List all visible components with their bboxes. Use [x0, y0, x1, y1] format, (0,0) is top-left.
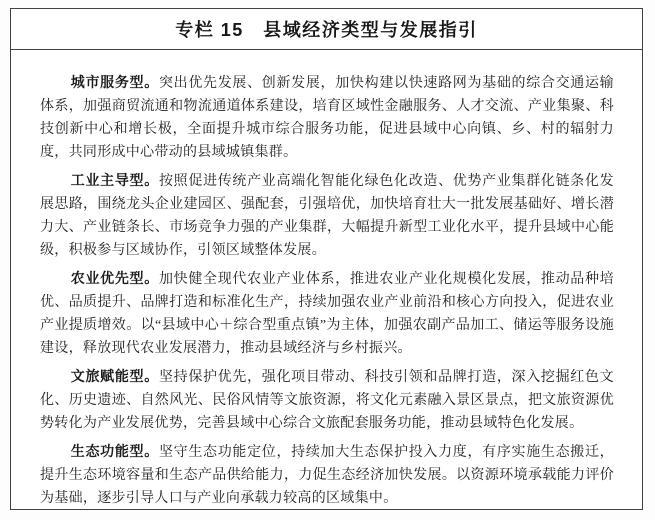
paragraph-text: 按照促进传统产业高端化智能化绿色化改造、优势产业集群化链条化发展思路，围绕龙头企业建园区、强配套，引强培优，加快培育壮大一批发展基础好、增长潜力大、产业链条长、市场竞争力强的产业集群，大幅提升新型工业化水平，提升县域中心能级，积极参与区域协作，引领区域整体发展。 [40, 174, 614, 258]
paragraph-text: 加快健全现代农业产业体系，推进农业产业化规模化发展，推动品种培优、品质提升、品牌打造和标准化生产，持续加强农业产业前沿和核心方向投入，促进农业产业提质增效。以“县域中心＋综合型重点镇”为主体，加强农副产品加工、储运等服务设施建设，释放现代农业发展潜力，推动县域经济与乡村振兴。 [40, 272, 614, 356]
paragraph-text: 坚持保护优先，强化项目带动、科技引领和品牌打造，深入挖掘红色文化、历史遗迹、自然风光、民俗风情等文旅资源，将文化元素融入景区景点，把文旅资源优势转化为产业发展优势，完善县域中心综合文旅配套服务功能，推动县域特色化发展。 [40, 370, 614, 431]
callout-box [10, 8, 643, 510]
paragraph-lead: 文旅赋能型。 [70, 370, 159, 385]
paragraph-lead: 农业优先型。 [70, 272, 159, 287]
paragraph [40, 72, 614, 164]
paragraph-lead: 生态功能型。 [70, 445, 159, 460]
paragraph-lead: 工业主导型。 [70, 174, 159, 189]
paragraph-lead: 城市服务型。 [70, 76, 159, 91]
paragraph-text: 坚守生态功能定位，持续加大生态保护投入力度，有序实施生态搬迁，提升生态环境容量和生态产品供给能力，力促生态经济加快发展。以资源环境承载能力评价为基础，逐步引导人口与产业向承载力较高的区域集中。 [40, 445, 614, 506]
callout-box-body [11, 50, 642, 509]
paragraph [40, 366, 614, 435]
paragraph [40, 268, 614, 360]
paragraph [40, 170, 614, 262]
paragraph [40, 441, 614, 509]
paragraph-text: 突出优先发展、创新发展，加快构建以快速路网为基础的综合交通运输体系，加强商贸流通和物流通道体系建设，培育区域性金融服务、人才交流、产业集聚、科技创新中心和增长极，全面提升城市综合服务功能，促进县域中心向镇、乡、村的辐射力度，共同形成中心带动的县域城镇集群。 [40, 76, 614, 160]
callout-box-title: 专栏 15 县域经济类型与发展指引 [11, 9, 642, 50]
